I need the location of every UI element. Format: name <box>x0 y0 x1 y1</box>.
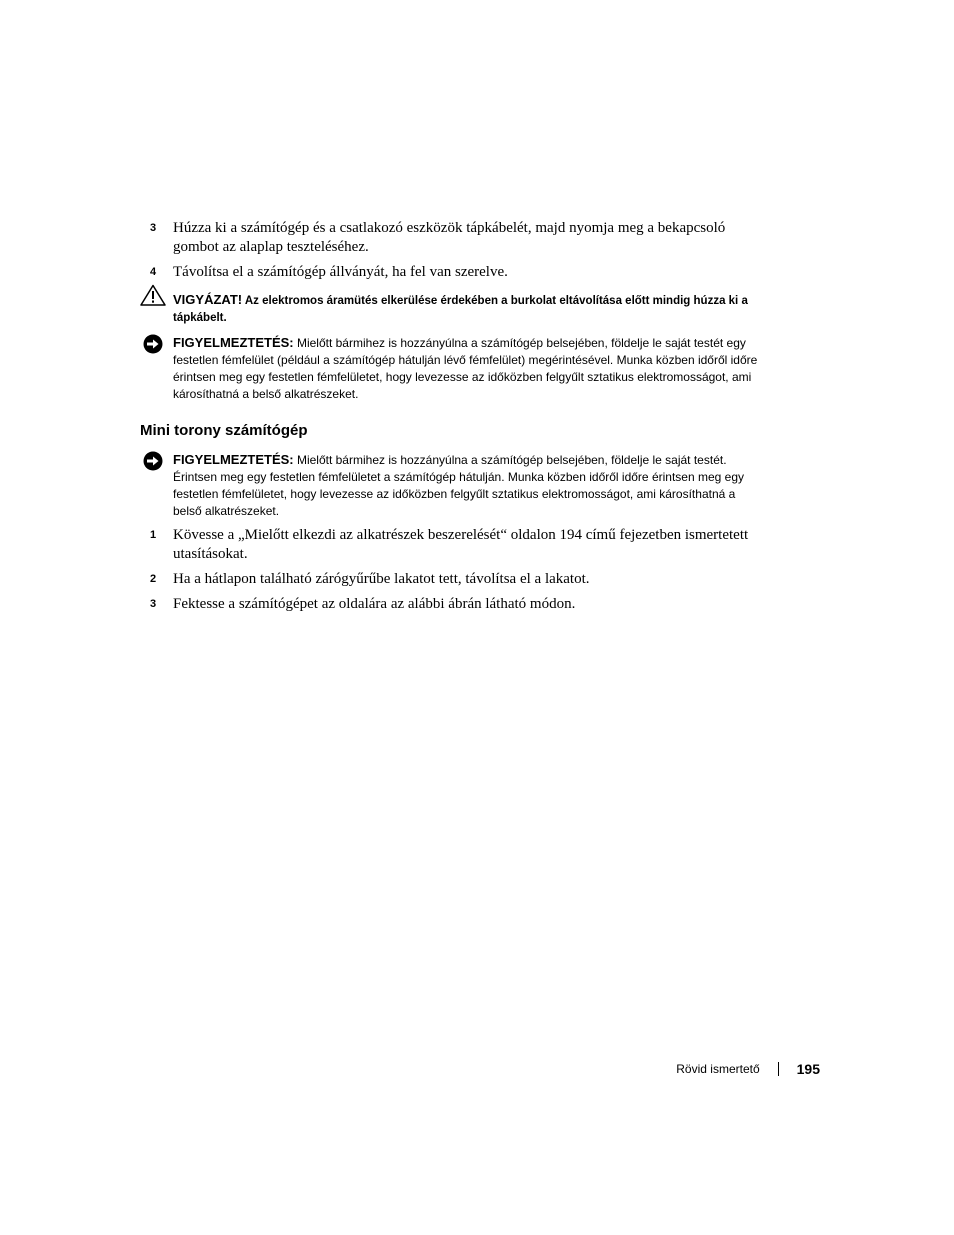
notice-2 <box>140 451 760 520</box>
notice-text: Mielőtt bármihez is hozzányúlna a számítógép belsejében, földelje le saját testét. Érintsen meg egy festetlen fémfelületet a számítógép hátulján. Munka közben időről időre érintsen meg egy festetlen fémfelületet, hogy levezesse az időközben felgyűlt sztatikus elektromosságot, ami károsíthatná a belső alkatrészeket. <box>173 453 744 518</box>
footer-divider <box>778 1062 779 1076</box>
footer-section-title: Rövid ismertető <box>676 1062 760 1076</box>
notice-arrow-icon <box>142 451 168 473</box>
page-footer <box>676 1061 820 1077</box>
step-number: 3 <box>150 222 157 234</box>
step-number: 4 <box>150 266 157 278</box>
step-text: Távolítsa el a számítógép állványát, ha fel van szerelve. <box>173 264 508 280</box>
notice-arrow-icon <box>142 334 168 356</box>
step-2-bottom <box>150 570 760 589</box>
notice-label: FIGYELMEZTETÉS: <box>173 452 294 467</box>
step-3-top <box>150 219 760 257</box>
notice-text: Mielőtt bármihez is hozzányúlna a számítógép belsejében, földelje le saját testét egy festetlen fémfelület (például a számítógép hátulján lévő fémfelület) megérintésével. Munka közben időről időre érintsen meg egy festetlen fémfelületet, hogy levezesse az időközben felgyűlt sztatikus elektromosságot, ami károsíthatná a belső alkatrészeket. <box>173 336 758 401</box>
step-number: 3 <box>150 598 157 610</box>
section-heading: Mini torony számítógép <box>140 422 308 439</box>
notice-1 <box>140 334 760 403</box>
caution-text: Az elektromos áramütés elkerülése érdekében a burkolat eltávolítása előtt mindig húzza ki a tápkábelt. <box>173 295 748 324</box>
step-number: 1 <box>150 529 157 541</box>
step-text: Fektesse a számítógépet az oldalára az alábbi ábrán látható módon. <box>173 596 576 612</box>
step-number: 2 <box>150 573 157 585</box>
caution-notice <box>140 284 760 327</box>
warning-triangle-icon <box>140 284 166 306</box>
caution-label: VIGYÁZAT! <box>173 292 243 307</box>
step-1-bottom <box>150 526 760 564</box>
step-3-bottom <box>150 595 760 614</box>
notice-label: FIGYELMEZTETÉS: <box>173 335 294 350</box>
page-number: 195 <box>796 1061 820 1077</box>
step-text: Húzza ki a számítógép és a csatlakozó eszközök tápkábelét, majd nyomja meg a bekapcsoló gombot az alaplap teszteléséhez. <box>173 220 726 255</box>
step-text: Kövesse a „Mielőtt elkezdi az alkatrészek beszerelését“ oldalon 194 című fejezetben ismertetett utasításokat. <box>173 527 749 562</box>
step-text: Ha a hátlapon található zárógyűrűbe lakatot tett, távolítsa el a lakatot. <box>173 571 590 587</box>
step-4-top <box>150 263 760 282</box>
